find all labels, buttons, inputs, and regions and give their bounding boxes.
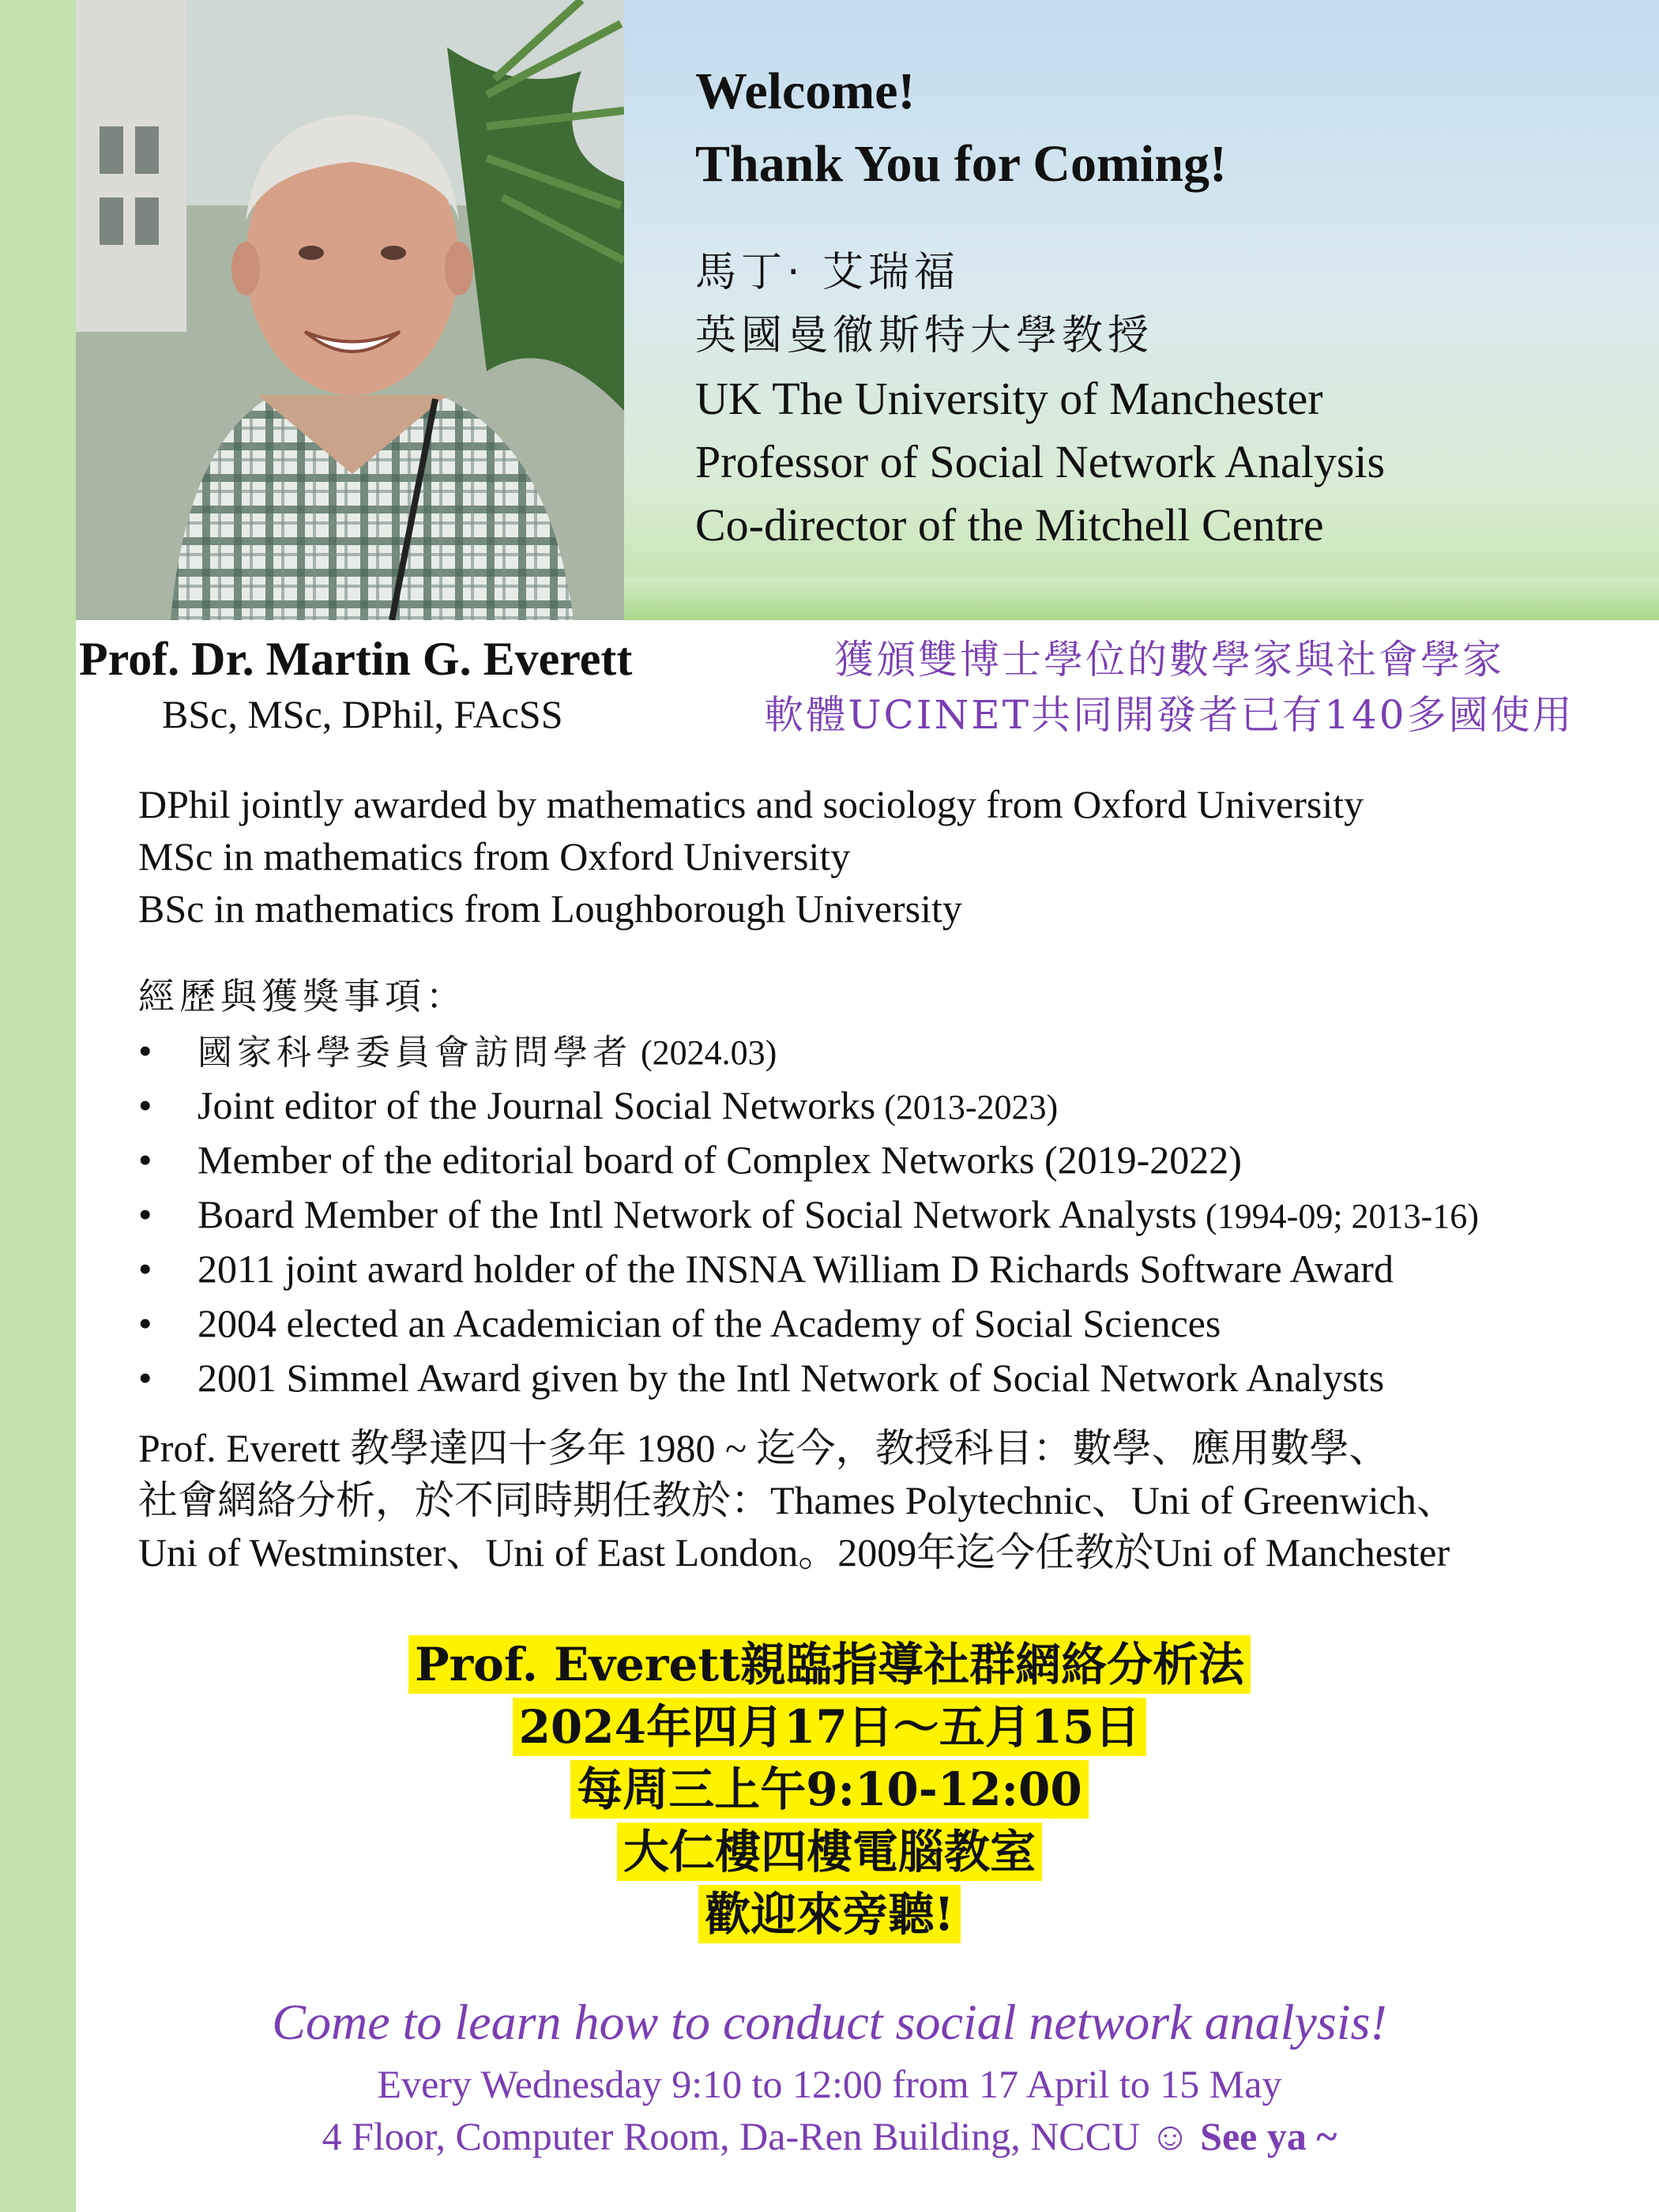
- highlight-line-2: 軟體UCINET共同開發者已有140多國使用: [764, 692, 1574, 738]
- professor-name: Prof. Dr. Martin G. Everett: [79, 633, 633, 685]
- event-location: 大仁樓四樓電腦教室: [617, 1823, 1042, 1881]
- experience-text: Joint editor of the Journal Social Networks: [198, 1083, 876, 1127]
- footer-headline: Come to learn how to conduct social network analysis!: [272, 1994, 1387, 2050]
- experience-text: Board Member of the Intl Network of Social Network Analysts: [198, 1192, 1198, 1236]
- education-item: DPhil jointly awarded by mathematics and sociology from Oxford University: [138, 782, 1364, 826]
- event-title: Prof. Everett親臨指導社群網絡分析法: [408, 1635, 1251, 1694]
- list-item: [138, 1188, 1479, 1243]
- professor-degrees: BSc, MSc, DPhil, FAcSS: [162, 692, 563, 736]
- footer-schedule: Every Wednesday 9:10 to 12:00 from 17 April to 15 May: [377, 2062, 1282, 2106]
- footer-english: [0, 1987, 1659, 2162]
- teaching-line: Uni of Westminster、Uni of East London。2009年迄今任教於Uni of Manchester: [138, 1530, 1450, 1574]
- professor-photo: [76, 0, 624, 620]
- list-item: [138, 1297, 1479, 1352]
- experience-text: Member of the editorial board of Complex Networks (2019-2022): [198, 1138, 1242, 1182]
- bullet-icon: •: [138, 1138, 152, 1182]
- experience-detail: (1994-09; 2013-16): [1197, 1197, 1479, 1236]
- list-item: [138, 1243, 1479, 1297]
- education-item: MSc in mathematics from Oxford University: [138, 834, 851, 878]
- footer-location: 4 Floor, Computer Room, Da-Ren Building, NCCU ☺: [322, 2114, 1201, 2158]
- footer-location-line: [0, 2110, 1659, 2162]
- bullet-icon: •: [138, 1029, 152, 1073]
- experience-text: 2011 joint award holder of the INSNA William D Richards Software Award: [198, 1247, 1394, 1291]
- chinese-name: 馬丁· 艾瑞福: [695, 249, 961, 296]
- list-item: [138, 1025, 1479, 1079]
- footer-see-ya: See ya ~: [1200, 2114, 1337, 2158]
- education-item: BSc in mathematics from Loughborough University: [138, 886, 962, 931]
- event-welcome: 歡迎來旁聽!: [698, 1885, 960, 1943]
- bullet-icon: •: [138, 1356, 152, 1400]
- experience-text: 2001 Simmel Award given by the Intl Network of Social Network Analysts: [198, 1356, 1385, 1400]
- experience-list: [138, 1025, 1479, 1406]
- highlight-line-1: 獲頒雙博士學位的數學家與社會學家: [834, 637, 1504, 683]
- professor-title-block: [695, 241, 1385, 557]
- teaching-paragraph: [138, 1422, 1456, 1578]
- education-list: [138, 778, 1364, 935]
- experience-text: 2004 elected an Academician of the Academy of Social Sciences: [198, 1301, 1221, 1345]
- position-line: Professor of Social Network Analysis: [695, 436, 1386, 487]
- bullet-icon: •: [138, 1192, 152, 1236]
- welcome-heading: [695, 55, 1227, 201]
- experience-detail: (2024.03): [632, 1033, 777, 1072]
- university-line: UK The University of Manchester: [695, 373, 1323, 424]
- chinese-highlights: [715, 632, 1623, 743]
- list-item: [138, 1352, 1479, 1406]
- welcome-text: Welcome!: [695, 62, 916, 120]
- bullet-icon: •: [138, 1301, 152, 1345]
- bullet-icon: •: [138, 1247, 152, 1291]
- bullet-icon: •: [138, 1083, 152, 1127]
- event-dates: 2024年四月17日～五月15日: [513, 1698, 1147, 1756]
- chinese-title: 英國曼徹斯特大學教授: [695, 312, 1154, 359]
- event-time: 每周三上午9:10-12:00: [570, 1760, 1088, 1819]
- experience-text: 國家科學委員會訪問學者: [198, 1033, 632, 1073]
- role-line: Co-director of the Mitchell Centre: [695, 499, 1324, 551]
- teaching-line: 社會網絡分析，於不同時期任教於：Thames Polytechnic、Uni of Greenwich、: [138, 1478, 1456, 1522]
- experience-heading: 經歷與獲獎事項：: [138, 975, 467, 1018]
- thank-you-text: Thank You for Coming!: [695, 135, 1227, 193]
- teaching-line: Prof. Everett 教學達四十多年 1980 ~ 迄今，教授科目：數學、應用數學、: [138, 1426, 1389, 1470]
- list-item: [138, 1079, 1479, 1134]
- event-announcement: [0, 1634, 1659, 1946]
- list-item: [138, 1134, 1479, 1188]
- experience-detail: (2013-2023): [875, 1088, 1059, 1127]
